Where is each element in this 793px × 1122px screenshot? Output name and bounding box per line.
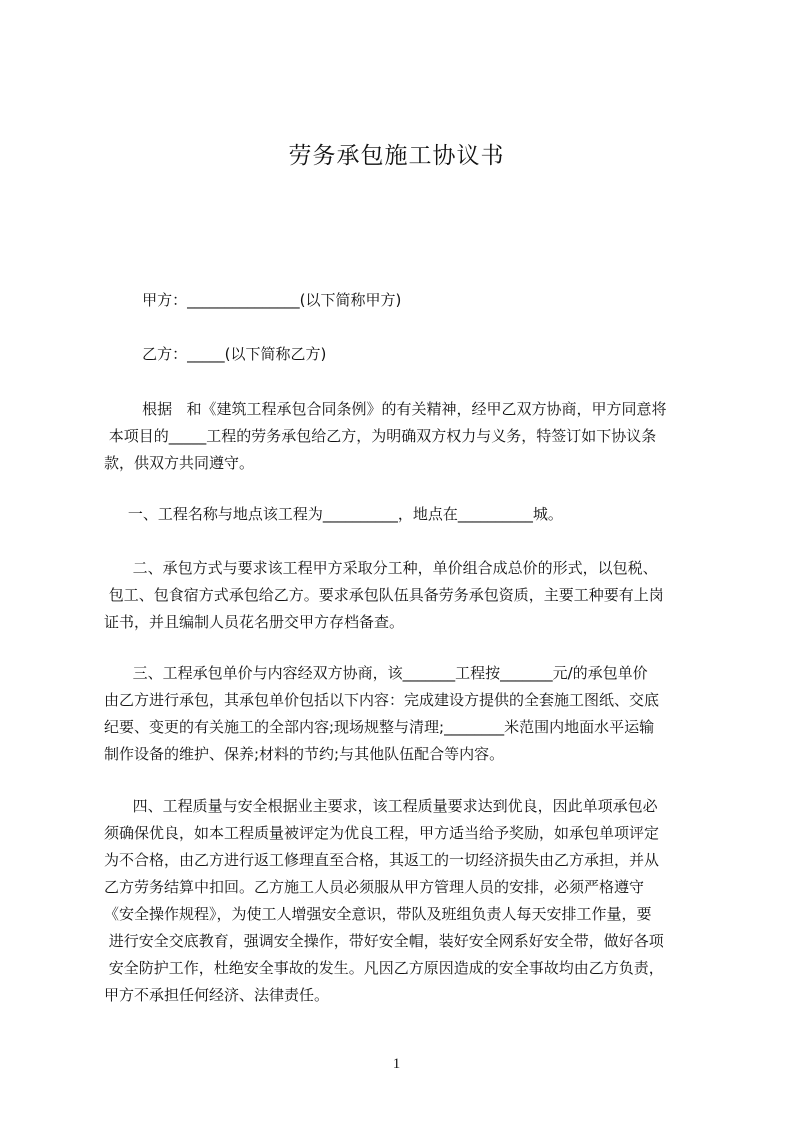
text-line: 进行安全交底教育，强调安全操作，带好安全帽，装好安全网系好安全带，做好各项	[104, 932, 664, 950]
text-line: 乙方：_____(以下简称乙方)	[104, 345, 327, 363]
text-line: 由乙方进行承包，其承包单价包括以下内容：完成建设方提供的全套施工图纸、交底	[104, 691, 660, 709]
text-line: 安全防护工作，杜绝安全事故的发生。凡因乙方原因造成的安全事故均由乙方负责，	[104, 959, 664, 977]
text-line: 一、工程名称与地点该工程为__________，地点在__________城。	[104, 505, 563, 523]
clause-4-paragraph	[104, 793, 700, 1009]
preamble-paragraph	[104, 396, 700, 477]
clause-1-paragraph	[104, 501, 700, 528]
text-line: 制作设备的维护、保养;材料的节约;与其他队伍配合等内容。	[104, 745, 505, 763]
text-line: 款，供双方共同遵守。	[104, 454, 255, 472]
text-line: 包工、包食宿方式承包给乙方。要求承包队伍具备劳务承包资质，主要工种要有上岗	[104, 586, 664, 604]
text-line: 乙方劳务结算中扣回。乙方施工人员必须服从甲方管理人员的安排，必须严格遵守	[104, 878, 645, 896]
text-line: 甲方不承担任何经济、法律责任。	[104, 986, 330, 1004]
text-line: 为不合格，由乙方进行返工修理直至合格，其返工的一切经济损失由乙方承担，并从	[104, 851, 660, 869]
page-number: 1	[392, 1056, 401, 1072]
text-line: 四、工程质量与安全根据业主要求，该工程质量要求达到优良，因此单项承包必	[104, 797, 658, 815]
party-a-line	[104, 287, 700, 314]
text-line: 证书，并且编制人员花名册交甲方存档备查。	[104, 613, 405, 631]
text-line: 《安全操作规程》，为使工人增强安全意识，带队及班组负责人每天安排工作量，要	[104, 905, 652, 923]
text-line: 根据 和《建筑工程承包合同条例》的有关精神，经甲乙双方协商，甲方同意将	[104, 400, 667, 418]
text-line: 本项目的_____工程的劳务承包给乙方，为明确双方权力与义务，特签订如下协议条	[104, 427, 657, 445]
clause-2-paragraph	[104, 555, 700, 636]
document-title: 劳务承包施工协议书	[288, 143, 505, 169]
text-line: 纪要、变更的有关施工的全部内容;现场规整与清理;________米范围内地面水平运输	[104, 718, 655, 736]
text-line: 甲方：_______________(以下简称甲方)	[104, 291, 402, 309]
text-line: 二、承包方式与要求该工程甲方采取分工种，单价组合成总价的形式，以包税、	[104, 559, 658, 577]
text-line: 三、工程承包单价与内容经双方协商，该_______工程按_______元/的承包单价	[104, 664, 648, 682]
clause-3-paragraph	[104, 660, 700, 768]
text-line: 须确保优良，如本工程质量被评定为优良工程，甲方适当给予奖励，如承包单项评定	[104, 824, 660, 842]
party-b-line	[104, 341, 700, 368]
